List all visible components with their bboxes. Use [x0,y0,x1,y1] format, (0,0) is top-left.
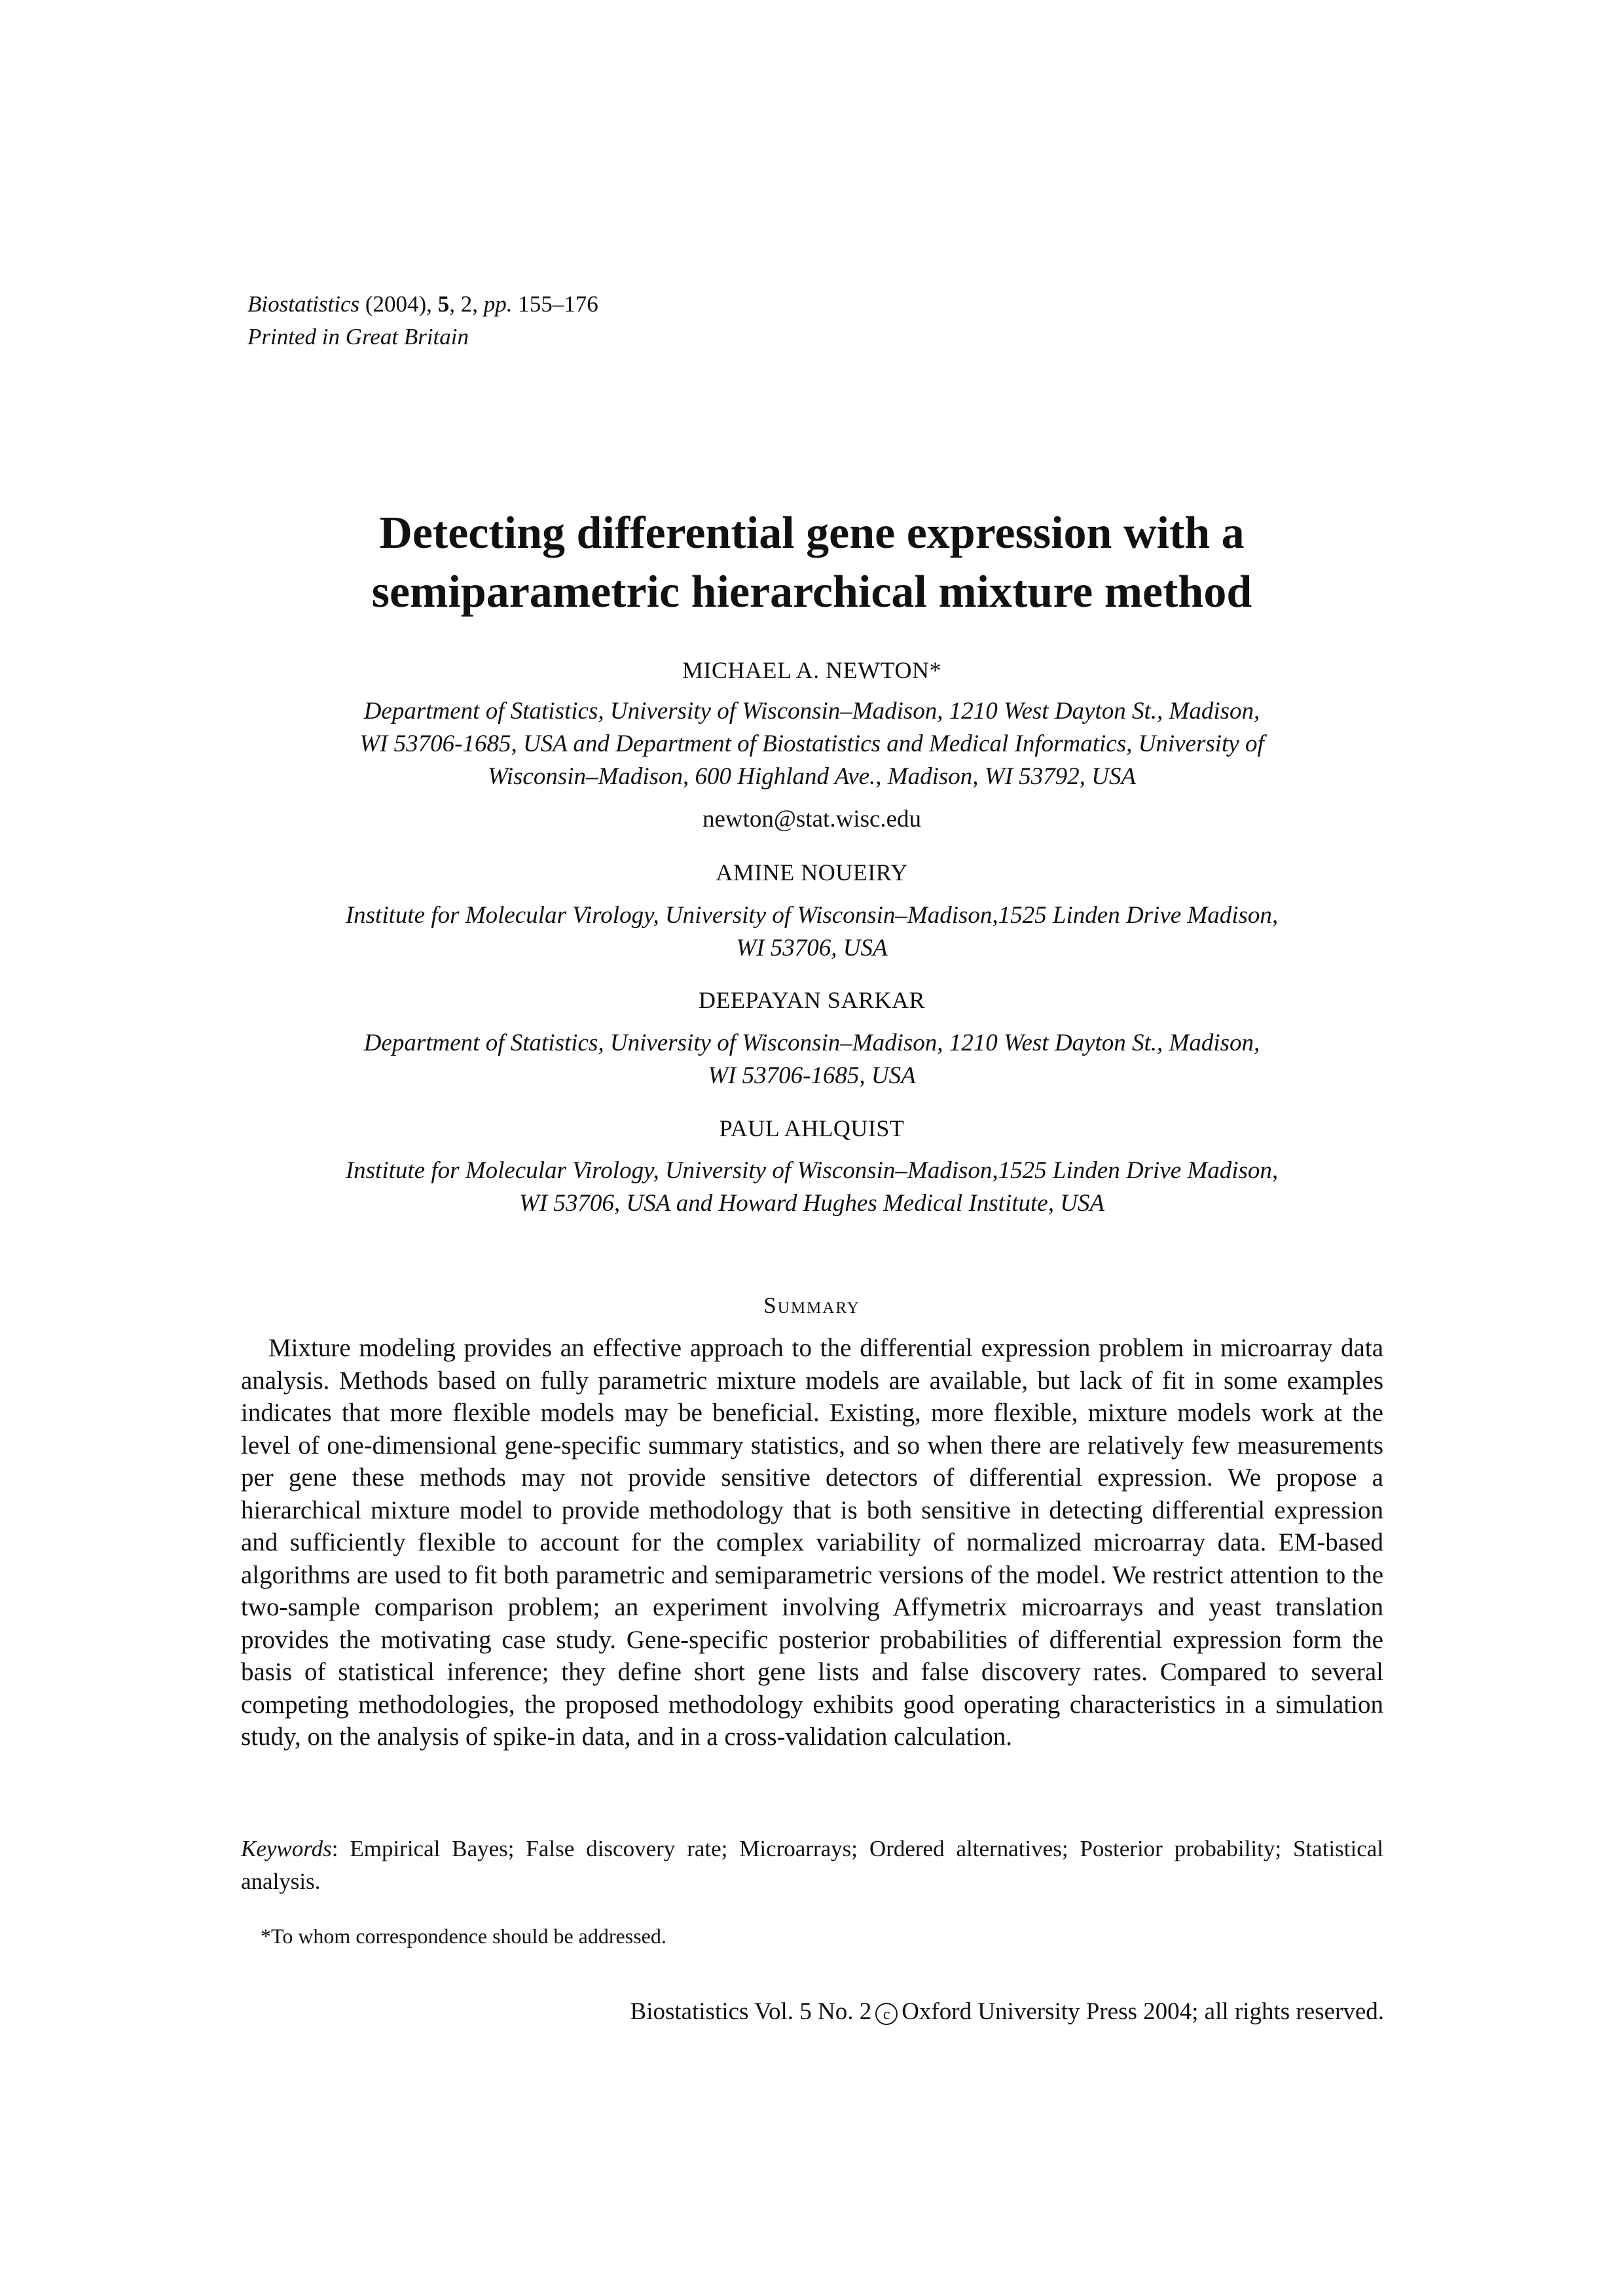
copyright-icon: c [875,2003,898,2025]
affiliation-line: WI 53706, USA and Howard Hughes Medical Institute, USA [519,1190,1105,1217]
keywords-text: : Empirical Bayes; False discovery rate; Microarrays; Ordered alternatives; Posterior probability; Statistical analysis. [241,1836,1383,1894]
journal-name: Biostatistics [247,291,360,317]
summary-heading: Summary [763,1293,860,1318]
journal-pages: 155–176 [518,291,598,317]
affiliation-line: Wisconsin–Madison, 600 Highland Ave., Madison, WI 53792, USA [487,763,1137,790]
copyright-holder: Oxford University Press 2004; all rights reserved. [902,1998,1384,2025]
affiliation-line: Department of Statistics, University of Wisconsin–Madison, 1210 West Dayton St., Madison, [363,698,1260,725]
citation-line [247,288,598,321]
author-affiliation [275,1155,1349,1220]
correspondence-footnote: *To whom correspondence should be addressed. [261,1924,666,1948]
summary-text: Mixture modeling provides an effective approach to the differential expression problem in microarray data analysis. Methods based on fully parametric mixture models are available, but lack of fit in some examples indicates that more flexible models may be beneficial. Existing, more flexible, mixture models work at the level of one-dimensional gene-specific summary statistics, and so when there are relatively few measurements per gene these methods may not provide sensitive detectors of differential expression. We propose a hierarchical mixture model to provide methodology that is both sensitive in detecting differential expression and sufficiently flexible to account for the complex variability of normalized microarray data. EM-based algorithms are used to fit both parametric and semiparametric versions of the model. We restrict attention to the two-sample comparison problem; an experiment involving Affymetrix microarrays and yeast translation provides the motivating case study. Gene-specific posterior probabilities of differential expression form the basis of statistical inference; they define short gene lists and false discovery rates. Compared to several competing methodologies, the proposed methodology exhibits good operating characteristics in a simulation study, on the analysis of spike-in data, and in a cross-validation calculation. [241,1334,1383,1751]
copyright-line [630,1998,1384,2026]
author-name: PAUL AHLQUIST [719,1115,905,1141]
author-name: DEEPAYAN SARKAR [699,987,925,1013]
author-email[interactable]: newton@stat.wisc.edu [702,806,922,833]
affiliation-line: WI 53706, USA [736,935,888,961]
affiliation-line: Institute for Molecular Virology, University of Wisconsin–Madison,1525 Linden Drive Madison, [345,902,1279,929]
journal-volume: 5 [437,291,450,317]
author-affiliation [275,695,1349,793]
journal-citation [247,288,598,353]
affiliation-line: Department of Statistics, University of Wisconsin–Madison, 1210 West Dayton St., Madison, [363,1030,1260,1056]
copyright-journal: Biostatistics Vol. 5 No. 2 [630,1998,872,2025]
affiliation-line: WI 53706-1685, USA [708,1062,916,1089]
affiliation-line: Institute for Molecular Virology, University of Wisconsin–Madison,1525 Linden Drive Madison, [345,1157,1279,1184]
keywords-label: Keywords [241,1836,332,1861]
author-affiliation [275,899,1349,965]
author-name: AMINE NOUEIRY [716,859,908,886]
title-line-2: semiparametric hierarchical mixture method [371,567,1252,617]
journal-year: (2004), [365,291,432,317]
affiliation-line: WI 53706-1685, USA and Department of Biostatistics and Medical Informatics, University of [359,730,1264,757]
author-name: MICHAEL A. NEWTON* [682,657,941,683]
author-affiliation [275,1027,1349,1092]
title-line-1: Detecting differential gene expression with a [379,508,1245,558]
keywords [241,1833,1383,1898]
paper-title [196,504,1427,622]
pages-label: pp. [483,291,513,317]
journal-issue: , 2, [449,291,478,317]
printed-in: Printed in Great Britain [247,324,469,350]
